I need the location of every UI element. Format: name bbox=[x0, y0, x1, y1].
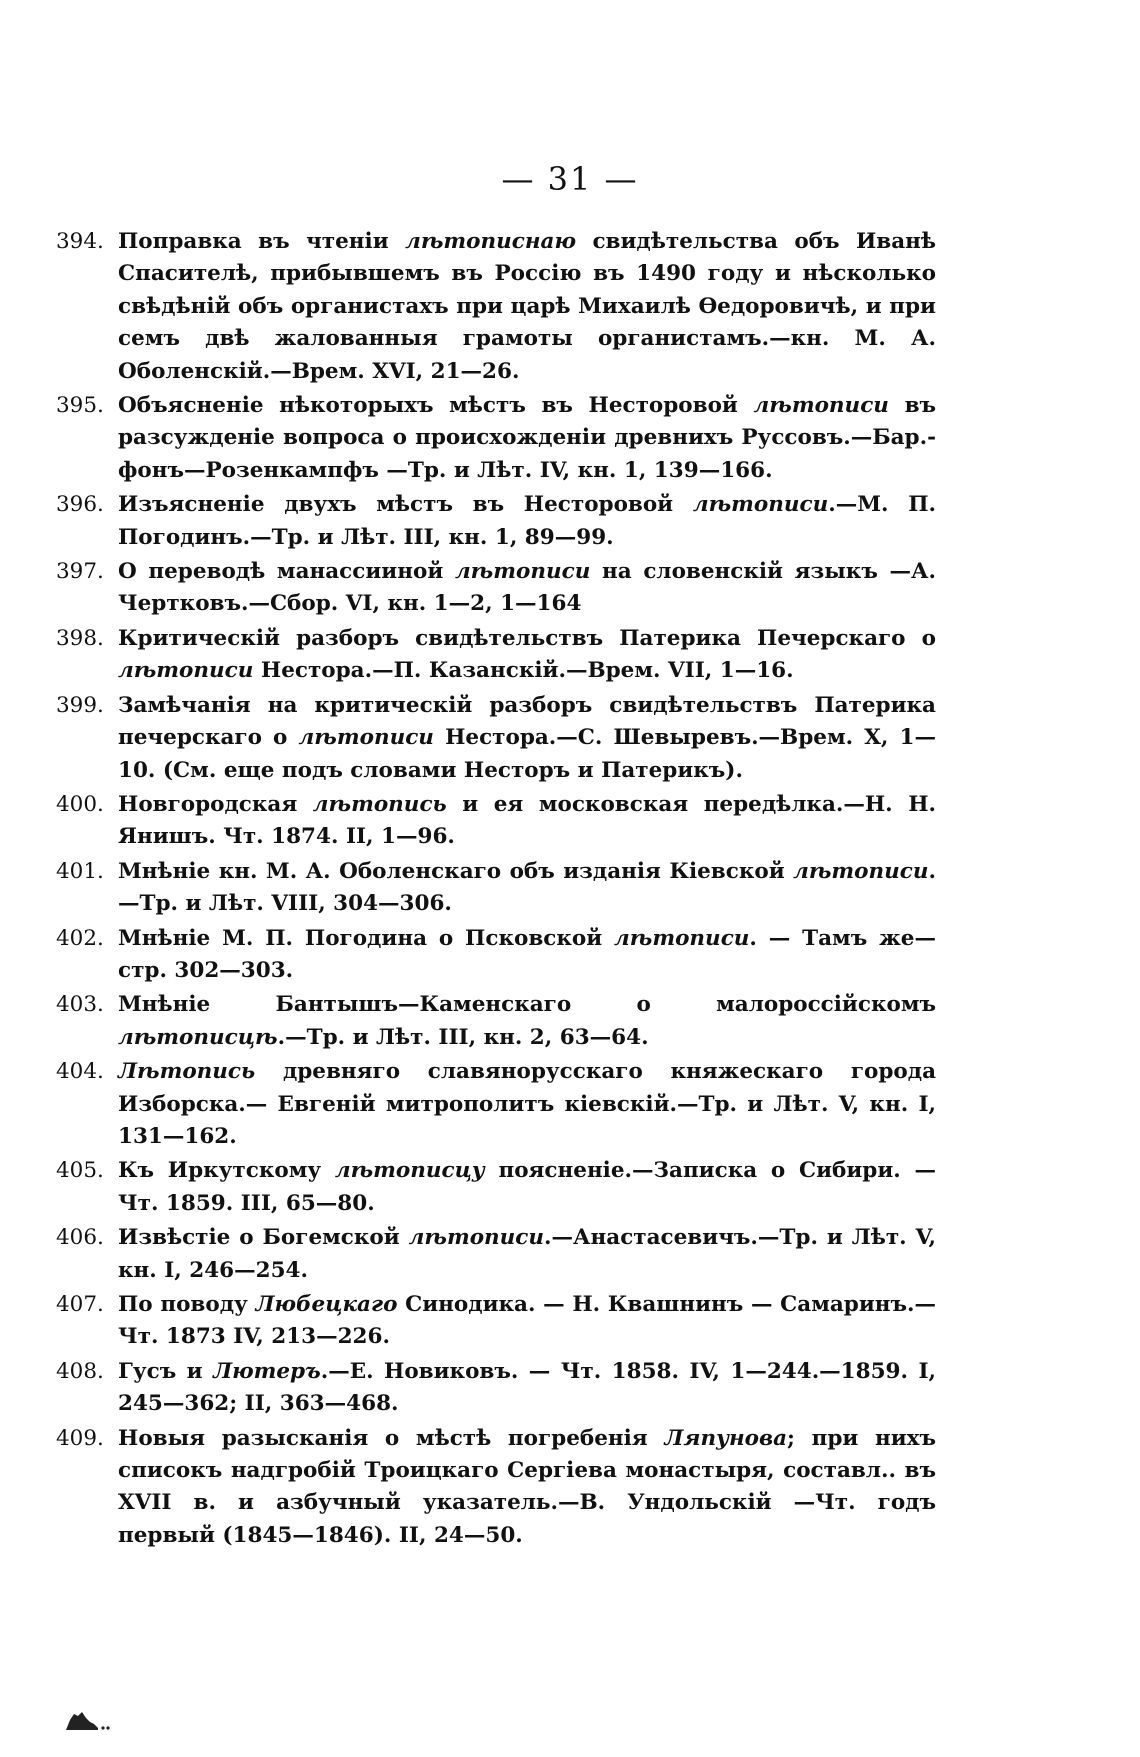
entry-text-part: Извѣстіе о Богемской bbox=[118, 1225, 409, 1251]
bibliography-entry bbox=[56, 789, 936, 854]
entry-keyword: лѣтописи bbox=[753, 393, 889, 419]
entry-number: 404. bbox=[56, 1059, 104, 1085]
entry-text bbox=[118, 690, 936, 787]
entry-text bbox=[118, 923, 936, 988]
entry-keyword: лѣтописцу bbox=[334, 1158, 485, 1184]
entry-number: 395. bbox=[56, 393, 104, 419]
entry-keyword: лѣтописнаю bbox=[405, 229, 576, 254]
entry-text bbox=[118, 789, 936, 854]
entry-keyword: лѣтописи bbox=[298, 725, 434, 751]
entry-text bbox=[118, 226, 936, 388]
entry-keyword: Ляпунова bbox=[664, 1425, 788, 1451]
library-stamp-mark bbox=[64, 1710, 110, 1732]
entry-number: 398. bbox=[56, 625, 104, 651]
bibliography-entry bbox=[56, 489, 936, 554]
entry-number: 409. bbox=[56, 1425, 104, 1451]
entry-text-part: .—Анастасевичъ.—Тр. и Лѣт. V, кн. I, 246—254. bbox=[118, 1225, 937, 1283]
bibliography-entry bbox=[56, 690, 936, 787]
entry-text-part: Къ Иркутскому bbox=[118, 1158, 335, 1184]
entry-keyword: Любецкаго bbox=[255, 1292, 398, 1317]
entry-text-part: Синодика. — Н. Квашнинъ — Самаринъ.—Чт. 1873 IV, 213—226. bbox=[118, 1292, 937, 1350]
bibliography-entry bbox=[56, 856, 936, 921]
entry-text-part: Нестора.—С. Шевыревъ.—Врем. X, 1—10. (См. еще подъ словами Несторъ и Патерикъ). bbox=[118, 725, 936, 783]
entry-number: 406. bbox=[56, 1225, 104, 1251]
entry-number: 396. bbox=[56, 492, 104, 518]
entry-text-part: .—Е. Новиковъ. — Чт. 1858. IV, 1—244.—1859. I, 245—362; II, 363—468. bbox=[118, 1358, 937, 1417]
entry-text-part: Мнѣніе М. П. Погодина о Псковской bbox=[118, 925, 615, 951]
entry-keyword: лѣтописцѣ bbox=[118, 1024, 278, 1050]
entry-keyword: лѣтопись bbox=[312, 791, 447, 817]
entry-text bbox=[118, 1222, 936, 1287]
entry-text-part: Объясненіе нѣкоторыхъ мѣстъ въ Несторовой bbox=[118, 393, 754, 419]
entry-text-part: Новыя разысканія о мѣстѣ погребенія bbox=[118, 1425, 665, 1451]
entry-text-part: Изъясненіе двухъ мѣстъ въ Несторовой bbox=[118, 492, 693, 518]
entry-text-part: . — Тамъ же—стр. 302—303. bbox=[118, 925, 936, 983]
entry-text bbox=[118, 489, 936, 554]
entry-number: 401. bbox=[56, 858, 104, 884]
bibliography-entry bbox=[56, 1222, 936, 1287]
entry-number: 403. bbox=[56, 992, 104, 1018]
entry-keyword: лѣтописи bbox=[692, 492, 829, 518]
entry-number: 400. bbox=[56, 791, 104, 817]
entry-text-part: По поводу bbox=[118, 1292, 256, 1317]
entry-text-part: .—М. П. Погодинъ.—Тр. и Лѣт. III, кн. 1, 89—99. bbox=[118, 492, 936, 550]
bibliography-entry bbox=[56, 226, 936, 388]
entry-keyword: лѣтописи bbox=[614, 925, 750, 951]
entry-number: 394. bbox=[56, 229, 104, 254]
entry-text-part: .—Тр. и Лѣт. III, кн. 2, 63—64. bbox=[277, 1024, 649, 1050]
entry-text-part: на словенскій языкъ —А. Чертковъ.—Сбор. VI, кн. 1—2, 1—164 bbox=[118, 559, 936, 617]
entry-text-part: Критическій разборъ свидѣтельствъ Патерика Печерскаго о bbox=[118, 625, 936, 651]
bibliography-entry bbox=[56, 1423, 936, 1553]
entry-text bbox=[118, 390, 936, 487]
entry-text bbox=[118, 556, 936, 621]
bibliography-entry bbox=[56, 1155, 936, 1220]
entry-keyword: Лѣтопись bbox=[118, 1059, 256, 1085]
bibliography-entry bbox=[56, 1056, 936, 1153]
entry-text bbox=[118, 1356, 936, 1421]
entry-text bbox=[118, 989, 936, 1054]
entry-text-part: .—Тр. и Лѣт. VIII, 304—306. bbox=[118, 858, 936, 917]
entry-text bbox=[118, 1155, 936, 1220]
entry-text-part: Нестора.—П. Казанскій.—Врем. VII, 1—16. bbox=[253, 658, 794, 684]
entry-text-part: Новгородская bbox=[118, 791, 313, 817]
entry-text-part: О переводѣ манассииной bbox=[118, 559, 455, 585]
page-number: — 31 — bbox=[501, 160, 639, 198]
entry-text-part: въ разсужденіе вопроса о происхожденіи древнихъ Руссовъ.—Бар.-фонъ—Розенкампфъ —Тр. и Лѣт. IV, кн. 1, 139—166. bbox=[118, 393, 936, 483]
bibliography-entry bbox=[56, 390, 936, 487]
entry-text bbox=[118, 1289, 936, 1354]
entry-text-part: Замѣчанія на критическій разборъ свидѣтельствъ Патерика печерскаго о bbox=[118, 692, 936, 751]
entry-text bbox=[118, 856, 936, 921]
entry-keyword: лѣтописи bbox=[408, 1225, 545, 1251]
bibliography-entry bbox=[56, 1289, 936, 1354]
entry-text-part: Гусъ и bbox=[118, 1358, 214, 1384]
entry-text bbox=[118, 623, 936, 688]
bibliography-entry bbox=[56, 989, 936, 1054]
entry-keyword: лѣтописи bbox=[118, 658, 254, 684]
entry-text-part: Мнѣніе Бантышъ—Каменскаго о малороссійскомъ bbox=[118, 992, 936, 1018]
entry-text bbox=[118, 1056, 936, 1153]
entry-number: 408. bbox=[56, 1358, 104, 1384]
bibliography-entry bbox=[56, 1356, 936, 1421]
bibliography-entry bbox=[56, 556, 936, 621]
entry-keyword: Лютеръ bbox=[213, 1358, 321, 1384]
entry-keyword: лѣтописи bbox=[454, 559, 591, 585]
entry-text-part: поясненіе.—Записка о Сибири. —Чт. 1859. III, 65—80. bbox=[118, 1158, 936, 1216]
bibliography-entry bbox=[56, 923, 936, 988]
entry-text-part: ; при нихъ списокъ надгробій Троицкаго Сергіева монастыря, составл.. въ XVII в. и азбучный указатель.—В. Ундольскій —Чт. годъ первый (1845—1846). II, 24—50. bbox=[118, 1425, 936, 1548]
entry-text-part: и ея московская передѣлка.—Н. Н. Янишъ. Чт. 1874. II, 1—96. bbox=[118, 791, 936, 850]
entry-number: 397. bbox=[56, 559, 104, 585]
entry-number: 402. bbox=[56, 925, 104, 951]
entry-text-part: Поправка въ чтеніи bbox=[118, 229, 406, 254]
entry-text bbox=[118, 1423, 936, 1553]
entry-number: 405. bbox=[56, 1158, 104, 1184]
entry-number: 399. bbox=[56, 692, 104, 718]
entry-text-part: древняго славянорусскаго княжескаго города Изборска.— Евгеній митрополитъ кіевскій.—Тр. и Лѣт. V, кн. I, 131—162. bbox=[118, 1059, 936, 1149]
bibliography-entry bbox=[56, 623, 936, 688]
entry-keyword: лѣтописи bbox=[793, 858, 929, 884]
bibliography-list bbox=[56, 226, 936, 1554]
entry-number: 407. bbox=[56, 1292, 104, 1317]
entry-text-part: Мнѣніе кн. М. А. Оболенскаго объ изданія Кіевской bbox=[118, 858, 794, 884]
entry-text-part: свидѣтельства объ Иванѣ Спасителѣ, прибывшемъ въ Россію въ 1490 году и нѣсколько свѣдѣній объ органистахъ при царѣ Михаилѣ Ѳедоровичѣ, и при семъ двѣ жалованныя грамоты органистамъ.—кн. М. А. Оболенскій.—Врем. XVI, 21—26. bbox=[118, 229, 937, 384]
